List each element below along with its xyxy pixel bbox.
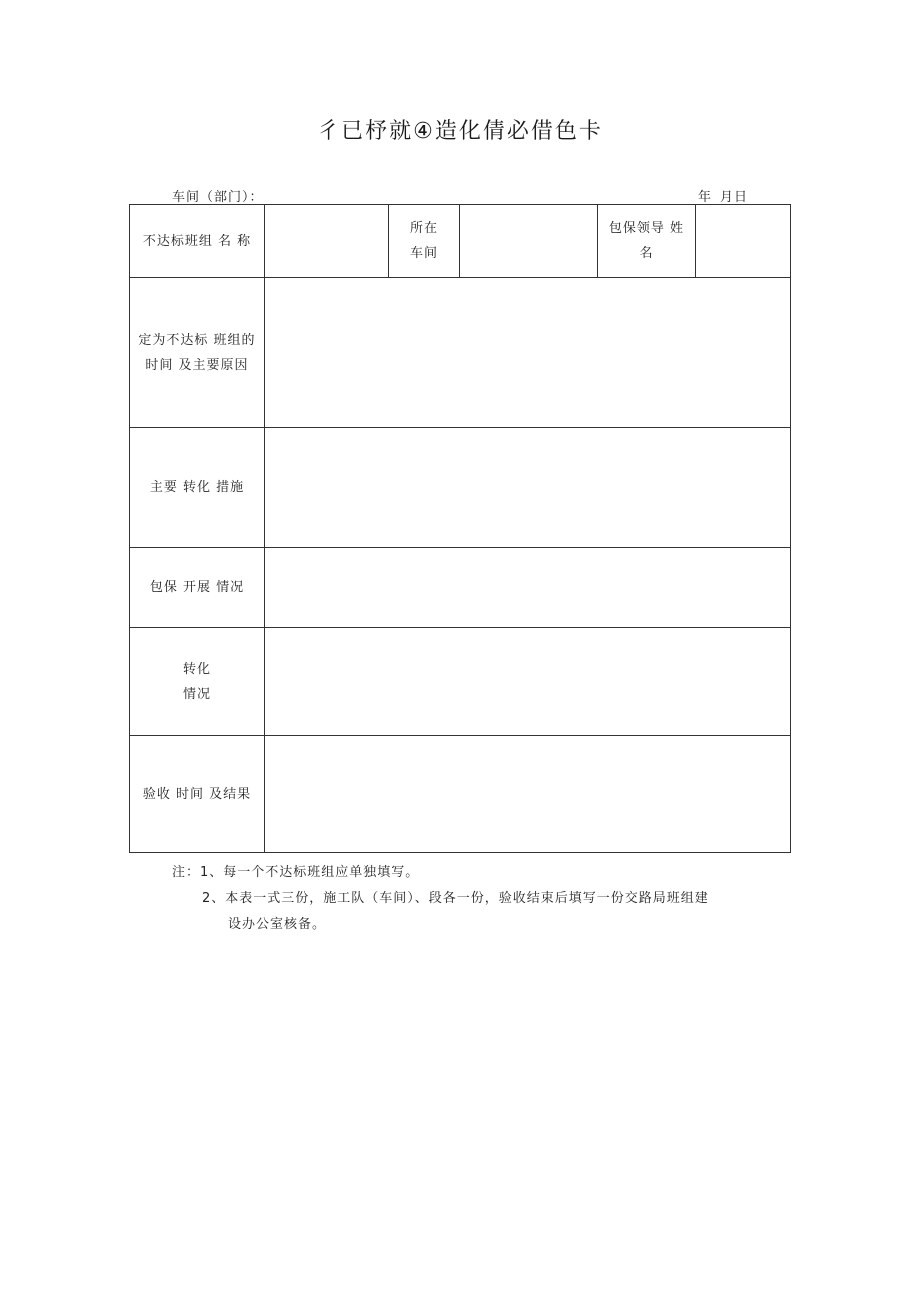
leader-label-line1: 包保领导 姓 [608, 221, 685, 236]
date-year-label: 年 [698, 190, 713, 205]
designation-reason-label-cell [130, 278, 265, 428]
note-2-continuation: 设办公室核备。 [228, 917, 327, 932]
guarantee-progress-label: 包保 开展 情况 [130, 548, 265, 628]
acceptance-result-field[interactable] [265, 736, 791, 853]
table-row-guarantee-progress [130, 548, 791, 628]
transformation-status-label-cell [130, 628, 265, 736]
substandard-group-transformation-form [129, 204, 791, 853]
designation-reason-field[interactable] [265, 278, 791, 428]
table-row-transformation-measures [130, 428, 791, 548]
table-row-acceptance-result [130, 736, 791, 853]
workshop-field[interactable] [460, 205, 598, 278]
transformation-measures-label: 主要 转化 措施 [130, 428, 265, 548]
transformation-measures-field[interactable] [265, 428, 791, 548]
leader-label-line2: 名 [639, 246, 654, 261]
leader-name-field[interactable] [696, 205, 791, 278]
guarantee-progress-field[interactable] [265, 548, 791, 628]
transformation-status-line1: 转化 [182, 661, 211, 677]
table-row-group-info [130, 205, 791, 278]
workshop-label-line1: 所在 [409, 221, 438, 236]
table-row-transformation-status [130, 628, 791, 736]
workshop-department-label: 车间（部门）： [172, 190, 264, 205]
date-month-day-label: 月日 [720, 190, 749, 205]
designation-label-line2: 时间 及主要原因 [145, 357, 249, 373]
date-label [698, 186, 756, 205]
note-1: 注：1、每一个不达标班组应单独填写。 [172, 865, 420, 880]
acceptance-result-label: 验收 时间 及结果 [130, 736, 265, 853]
workshop-label-line2: 车间 [409, 246, 438, 261]
table-row-designation-reason [130, 278, 791, 428]
transformation-status-field[interactable] [265, 628, 791, 736]
page-title: 彳已杼就④造化倩必借色卡 [317, 119, 603, 144]
transformation-status-line2: 情况 [182, 686, 211, 702]
group-name-field[interactable] [265, 205, 389, 278]
notes-section [172, 860, 772, 938]
group-name-label: 不达标班组 名 称 [130, 205, 265, 278]
designation-label-line1: 定为不达标 班组的 [138, 332, 256, 348]
workshop-label-cell [389, 205, 460, 278]
leader-name-label-cell [598, 205, 696, 278]
note-2: 2、本表一式三份，施工队（车间）、段各一份，验收结束后填写一份交路局班组建 [202, 891, 709, 906]
